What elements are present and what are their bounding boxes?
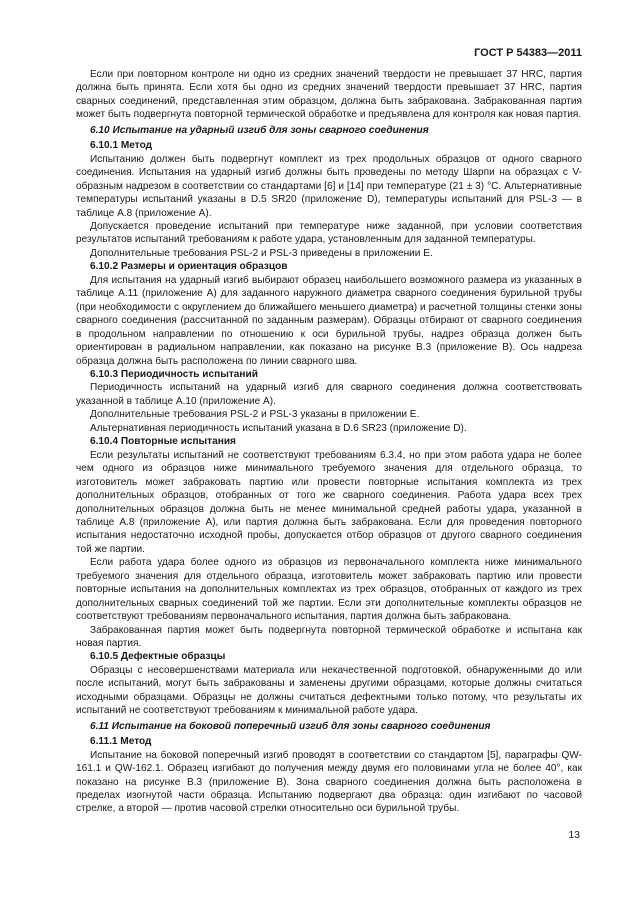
paragraph: Дополнительные требования PSL-2 и PSL-3 указаны в приложении Е. [90, 409, 420, 421]
section-heading: 6.10.4 Повторные испытания [90, 436, 236, 448]
section-heading: 6.11.1 Метод [90, 736, 152, 748]
standard-header: ГОСТ Р 54383—2011 [474, 47, 582, 59]
paragraph: Забракованная партия может быть подвергнута повторной термической обработке и испытана как новая партия. [76, 624, 582, 650]
paragraph: Если результаты испытаний не соответствуют требованиям 6.3.4, но при этом работа удара не более чем одного из образцов ниже минимального требуемого значения для отдельного образца, то изготовитель может забраковать партию или провести повторные испытания комплекта из трех дополнительных образцов, отобранных от того же сварного соединения. Работа удара всех трех дополнительных образцов должна быть не менее минимальной средней работы удара, указанной в таблице А.8 (приложение А), или партия должна быть забракована. Если для проведения повторного испытания недостаточно исходной пробы, допускается отбор образцов от другого сварного соединения той же партии. [76, 449, 582, 555]
paragraph: Образцы с несовершенствами материала или некачественной подготовкой, обнаруженными до или после испытаний, могут быть забракованы и заменены другими образцами, которые должны считаться исходными образцами. Образцы не должны считаться дефектными только потому, что результаты их испытаний не соответствуют требованиям к минимальной работе удара. [76, 664, 582, 717]
paragraph: Если при повторном контроле ни одно из средних значений твердости не превышает 37 HRC, партия должна быть принята. Если хотя бы одно из средних значений твердости превышает 37 HRC, партия сварных соединений, представленная этим образцом, должна быть забракована. Забракованная партия может быть подвергнута повторной термической обработке и предъявлена для контроля как новая партия. [76, 69, 582, 121]
paragraph: Альтернативная периодичность испытаний указана в D.6 SR23 (приложение D). [90, 422, 467, 434]
section-title: 6.11 Испытание на боковой поперечный изгиб для зоны сварного соединения [90, 720, 491, 732]
paragraph: Испытание на боковой поперечный изгиб проводят в соответствии со стандартом [5], параграфы QW-161.1 и QW-162.1. Образец изгибают до получения между двумя его половинами угла не более 40°, как показано на рисунке В.3 (приложение В). Зона сварного соединения должна быть расположена в пределах изогнутой части образца. Испытанию подвергают два образца: один изгибают по часовой стрелке, а второй — против часовой стрелки относительно оси бурильной трубы. [76, 749, 582, 815]
paragraph: Дополнительные требования PSL-2 и PSL-3 приведены в приложении Е. [90, 247, 433, 259]
section-heading: 6.10.1 Метод [90, 140, 153, 152]
paragraph: Допускается проведение испытаний при температуре ниже заданной, при условии соответствия результатов испытаний требованиям к работе удара, установленным для заданной температуры. [76, 220, 582, 246]
section-heading: 6.10.3 Периодичность испытаний [90, 368, 258, 380]
page-number: 13 [568, 829, 580, 841]
document-body [76, 68, 582, 816]
paragraph: Периодичность испытаний на ударный изгиб для сварного соединения должна соответствовать указанной в таблице А.10 (приложение А). [76, 382, 582, 407]
paragraph: Для испытания на ударный изгиб выбирают образец наибольшего возможного размера из указанных в таблице А.11 (приложение А) для заданного наружного диаметра сварного соединения бурильной трубы (при необходимости с округлением до ближайшего меньшего диаметра) и расчетной толщины стенки зоны сварного соединения (рассчитанной по заданным размерам). Образцы отбирают от сварного соединения в продольном направлении по отношению к оси бурильной трубы, надрез образца должен быть ориентирован в радиальном направлении, как показано на рисунке В.3 (приложение В). Ось надреза образца должна быть расположена по линии сварного шва. [76, 274, 582, 367]
section-heading: 6.10.2 Размеры и ориентация образцов [90, 261, 288, 273]
paragraph: Если работа удара более одного из образцов из первоначального комплекта ниже минимального требуемого значения для отдельного образца, изготовитель может забраковать партию или провести повторные испытания на дополнительных комплектах из трех образцов, отобранных от каждого из трех дополнительных сварных соединений той же партии. Если эти дополнительные комплекты образцов не соответствуют требованиям первоначального испытания, партия должна быть забракована. [76, 557, 582, 623]
section-heading: 6.10.5 Дефектные образцы [90, 651, 226, 663]
section-title: 6.10 Испытание на ударный изгиб для зоны сварного соединения [90, 124, 429, 136]
paragraph: Испытанию должен быть подвергнут комплект из трех продольных образцов от одного сварного соединения. Испытания на ударный изгиб должны быть проведены по методу Шарпи на образцах с V-образным надрезом в соответствии со стандартами [6] и [14] при температуре (21 ± 3) °С. Альтернативные температуры испытаний указаны в D.5 SR20 (приложение D), температуры испытаний для PSL-3 — в таблице А.8 (приложение А). [76, 153, 582, 219]
